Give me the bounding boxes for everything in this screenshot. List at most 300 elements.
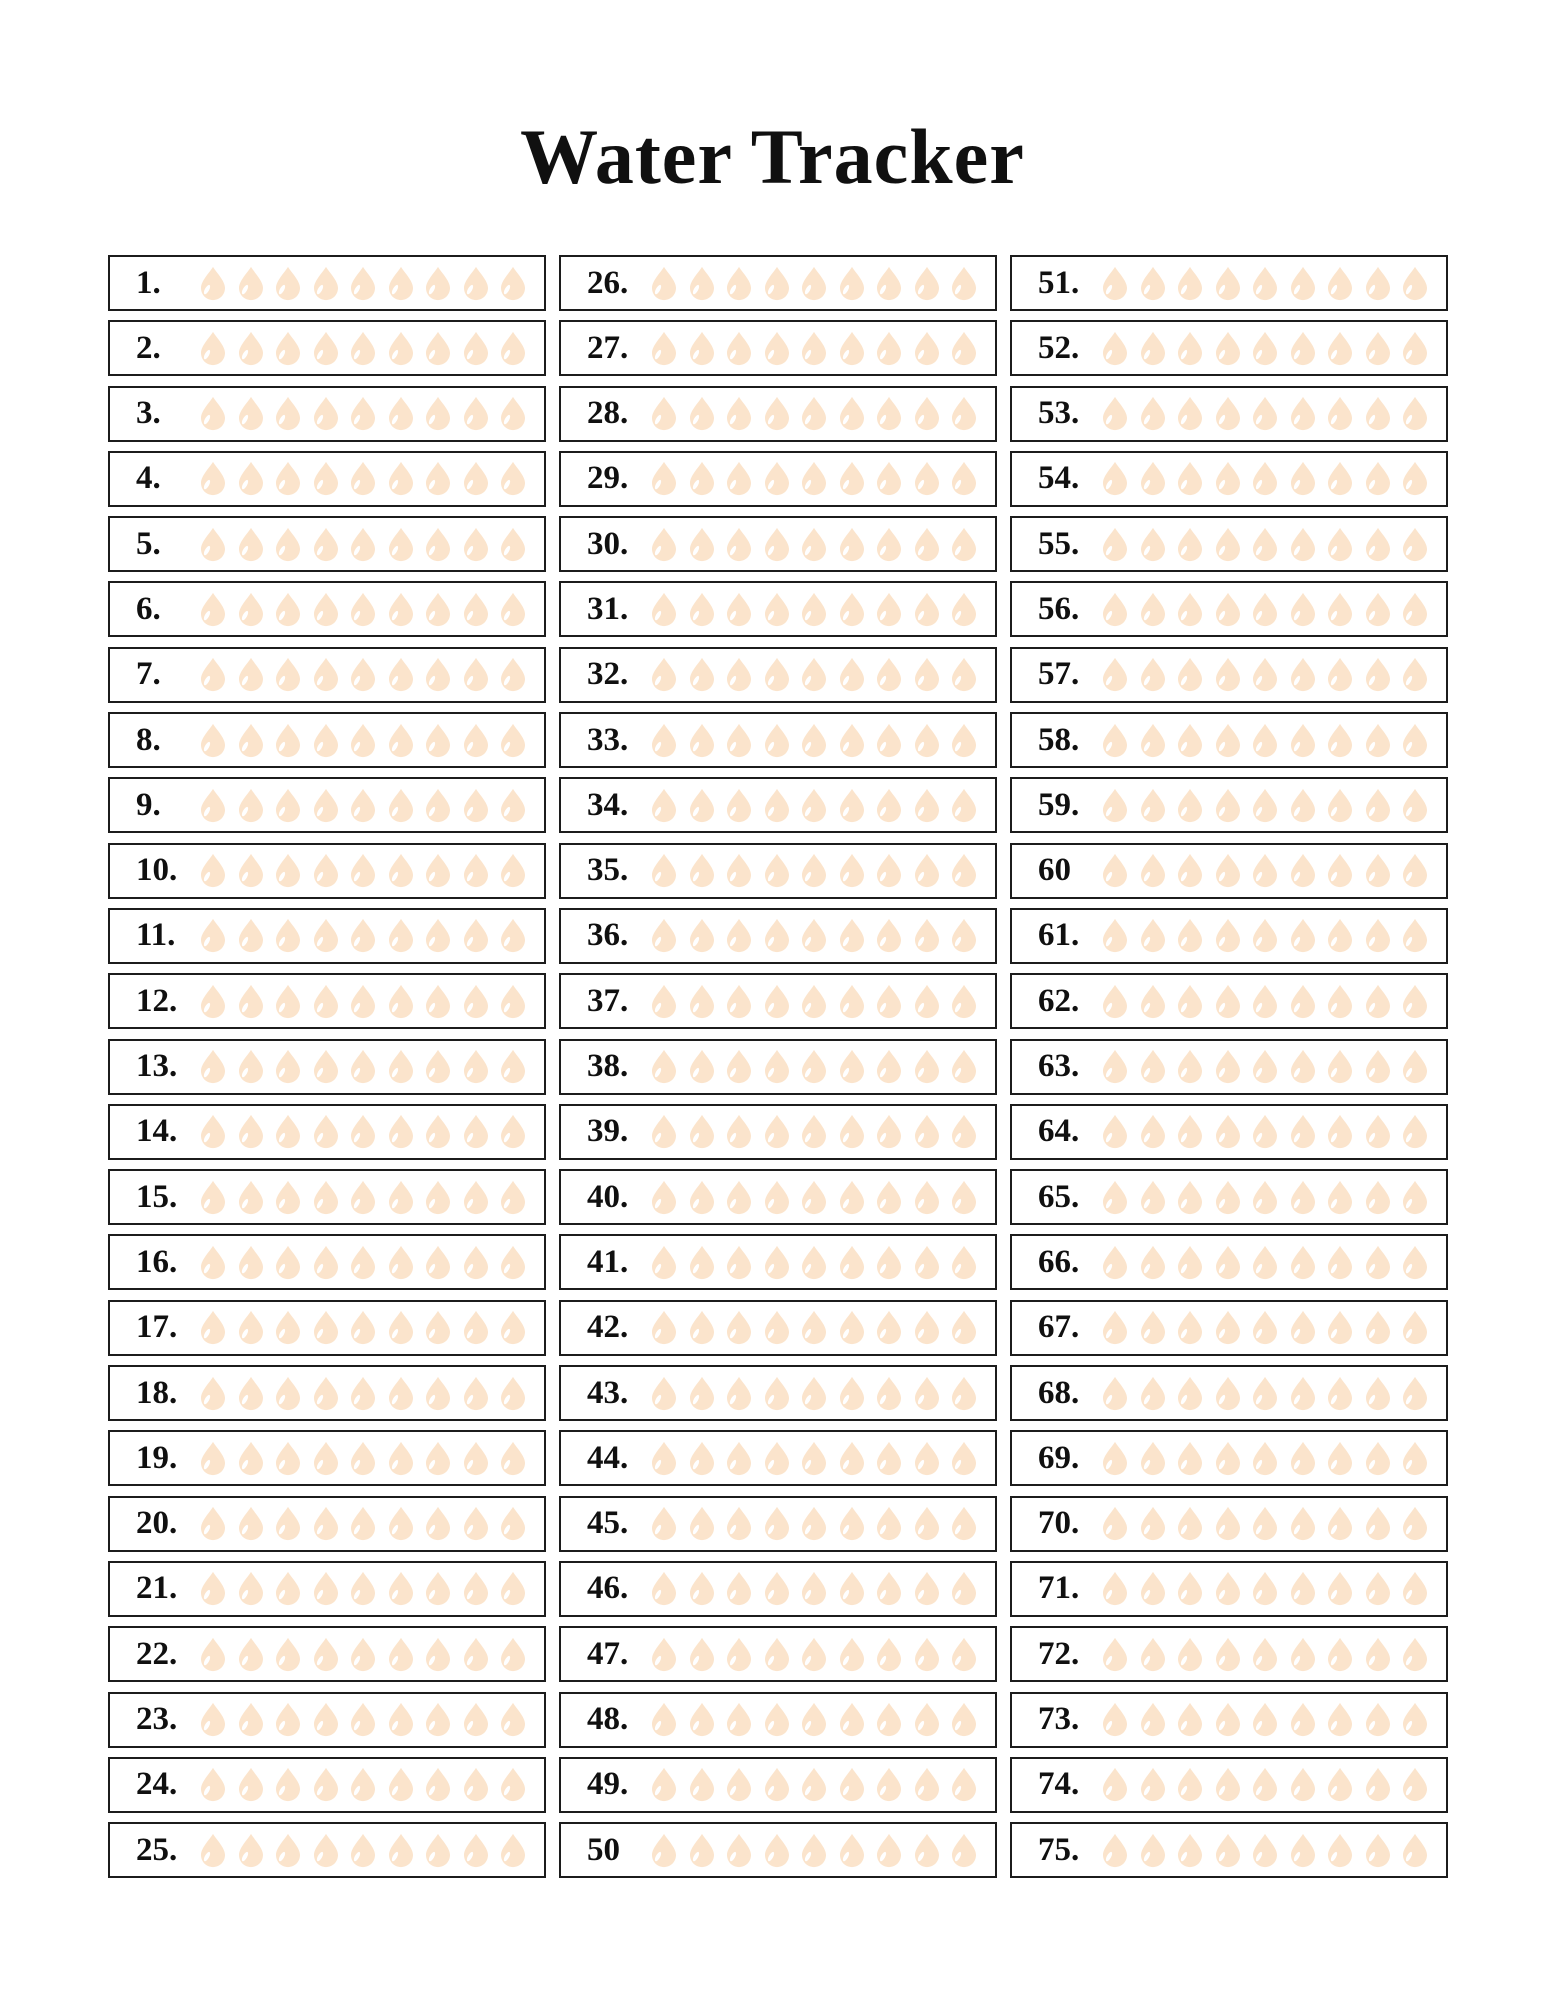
water-drop-icon[interactable] (874, 266, 904, 301)
water-drop-icon[interactable] (762, 1702, 792, 1737)
water-drop-icon[interactable] (1175, 1049, 1205, 1084)
water-drop-icon[interactable] (311, 331, 341, 366)
water-drop-icon[interactable] (273, 723, 303, 758)
water-drop-icon[interactable] (1363, 592, 1393, 627)
water-drop-icon[interactable] (1138, 1637, 1168, 1672)
water-drop-icon[interactable] (1288, 396, 1318, 431)
water-drop-icon[interactable] (1213, 1376, 1243, 1411)
water-drop-icon[interactable] (498, 396, 528, 431)
water-drop-icon[interactable] (1250, 1702, 1280, 1737)
water-drop-icon[interactable] (912, 1571, 942, 1606)
water-drop-icon[interactable] (236, 1702, 266, 1737)
water-drop-icon[interactable] (198, 1376, 228, 1411)
water-drop-icon[interactable] (198, 1637, 228, 1672)
water-drop-icon[interactable] (198, 657, 228, 692)
water-drop-icon[interactable] (799, 1833, 829, 1868)
water-drop-icon[interactable] (1288, 527, 1318, 562)
water-drop-icon[interactable] (386, 1310, 416, 1345)
water-drop-icon[interactable] (311, 984, 341, 1019)
water-drop-icon[interactable] (1250, 592, 1280, 627)
water-drop-icon[interactable] (1325, 1506, 1355, 1541)
water-drop-icon[interactable] (423, 1114, 453, 1149)
water-drop-icon[interactable] (1175, 1310, 1205, 1345)
water-drop-icon[interactable] (1138, 1114, 1168, 1149)
water-drop-icon[interactable] (1213, 1114, 1243, 1149)
water-drop-icon[interactable] (949, 266, 979, 301)
water-drop-icon[interactable] (1363, 461, 1393, 496)
water-drop-icon[interactable] (912, 657, 942, 692)
water-drop-icon[interactable] (837, 788, 867, 823)
water-drop-icon[interactable] (1250, 461, 1280, 496)
water-drop-icon[interactable] (273, 1376, 303, 1411)
water-drop-icon[interactable] (649, 1376, 679, 1411)
water-drop-icon[interactable] (461, 918, 491, 953)
water-drop-icon[interactable] (724, 1702, 754, 1737)
water-drop-icon[interactable] (949, 788, 979, 823)
water-drop-icon[interactable] (724, 1441, 754, 1476)
water-drop-icon[interactable] (649, 1310, 679, 1345)
water-drop-icon[interactable] (649, 1702, 679, 1737)
water-drop-icon[interactable] (1363, 853, 1393, 888)
water-drop-icon[interactable] (1100, 331, 1130, 366)
water-drop-icon[interactable] (1250, 1114, 1280, 1149)
water-drop-icon[interactable] (461, 461, 491, 496)
water-drop-icon[interactable] (949, 1571, 979, 1606)
water-drop-icon[interactable] (1175, 984, 1205, 1019)
water-drop-icon[interactable] (423, 1441, 453, 1476)
water-drop-icon[interactable] (461, 1767, 491, 1802)
water-drop-icon[interactable] (724, 331, 754, 366)
water-drop-icon[interactable] (1325, 788, 1355, 823)
water-drop-icon[interactable] (1175, 527, 1205, 562)
water-drop-icon[interactable] (1213, 396, 1243, 431)
water-drop-icon[interactable] (762, 1180, 792, 1215)
water-drop-icon[interactable] (311, 1702, 341, 1737)
water-drop-icon[interactable] (1325, 984, 1355, 1019)
water-drop-icon[interactable] (912, 1180, 942, 1215)
water-drop-icon[interactable] (273, 396, 303, 431)
water-drop-icon[interactable] (1400, 1571, 1430, 1606)
water-drop-icon[interactable] (724, 461, 754, 496)
water-drop-icon[interactable] (386, 1637, 416, 1672)
water-drop-icon[interactable] (348, 788, 378, 823)
water-drop-icon[interactable] (423, 592, 453, 627)
water-drop-icon[interactable] (912, 723, 942, 758)
water-drop-icon[interactable] (687, 1637, 717, 1672)
water-drop-icon[interactable] (1250, 984, 1280, 1019)
water-drop-icon[interactable] (799, 788, 829, 823)
water-drop-icon[interactable] (762, 527, 792, 562)
water-drop-icon[interactable] (1100, 1310, 1130, 1345)
water-drop-icon[interactable] (1138, 266, 1168, 301)
water-drop-icon[interactable] (1138, 1441, 1168, 1476)
water-drop-icon[interactable] (1213, 1506, 1243, 1541)
water-drop-icon[interactable] (498, 1049, 528, 1084)
water-drop-icon[interactable] (498, 1180, 528, 1215)
water-drop-icon[interactable] (461, 657, 491, 692)
water-drop-icon[interactable] (687, 918, 717, 953)
water-drop-icon[interactable] (461, 266, 491, 301)
water-drop-icon[interactable] (724, 1114, 754, 1149)
water-drop-icon[interactable] (837, 853, 867, 888)
water-drop-icon[interactable] (762, 1637, 792, 1672)
water-drop-icon[interactable] (273, 984, 303, 1019)
water-drop-icon[interactable] (423, 1245, 453, 1280)
water-drop-icon[interactable] (1213, 853, 1243, 888)
water-drop-icon[interactable] (1175, 1767, 1205, 1802)
water-drop-icon[interactable] (461, 1506, 491, 1541)
water-drop-icon[interactable] (1400, 1833, 1430, 1868)
water-drop-icon[interactable] (1250, 1310, 1280, 1345)
water-drop-icon[interactable] (687, 1310, 717, 1345)
water-drop-icon[interactable] (1288, 331, 1318, 366)
water-drop-icon[interactable] (762, 918, 792, 953)
water-drop-icon[interactable] (799, 1571, 829, 1606)
water-drop-icon[interactable] (1138, 853, 1168, 888)
water-drop-icon[interactable] (311, 1767, 341, 1802)
water-drop-icon[interactable] (198, 1245, 228, 1280)
water-drop-icon[interactable] (461, 1114, 491, 1149)
water-drop-icon[interactable] (1100, 592, 1130, 627)
water-drop-icon[interactable] (1363, 723, 1393, 758)
water-drop-icon[interactable] (799, 331, 829, 366)
water-drop-icon[interactable] (1250, 723, 1280, 758)
water-drop-icon[interactable] (874, 1114, 904, 1149)
water-drop-icon[interactable] (498, 918, 528, 953)
water-drop-icon[interactable] (386, 592, 416, 627)
water-drop-icon[interactable] (311, 592, 341, 627)
water-drop-icon[interactable] (912, 396, 942, 431)
water-drop-icon[interactable] (724, 1310, 754, 1345)
water-drop-icon[interactable] (837, 527, 867, 562)
water-drop-icon[interactable] (799, 1180, 829, 1215)
water-drop-icon[interactable] (348, 853, 378, 888)
water-drop-icon[interactable] (198, 853, 228, 888)
water-drop-icon[interactable] (1100, 788, 1130, 823)
water-drop-icon[interactable] (386, 984, 416, 1019)
water-drop-icon[interactable] (498, 1637, 528, 1672)
water-drop-icon[interactable] (1363, 1702, 1393, 1737)
water-drop-icon[interactable] (1363, 1180, 1393, 1215)
water-drop-icon[interactable] (724, 396, 754, 431)
water-drop-icon[interactable] (912, 527, 942, 562)
water-drop-icon[interactable] (1138, 1245, 1168, 1280)
water-drop-icon[interactable] (1325, 1833, 1355, 1868)
water-drop-icon[interactable] (1250, 527, 1280, 562)
water-drop-icon[interactable] (687, 1506, 717, 1541)
water-drop-icon[interactable] (1325, 461, 1355, 496)
water-drop-icon[interactable] (348, 266, 378, 301)
water-drop-icon[interactable] (687, 592, 717, 627)
water-drop-icon[interactable] (1138, 1767, 1168, 1802)
water-drop-icon[interactable] (1400, 723, 1430, 758)
water-drop-icon[interactable] (461, 1833, 491, 1868)
water-drop-icon[interactable] (874, 1310, 904, 1345)
water-drop-icon[interactable] (348, 592, 378, 627)
water-drop-icon[interactable] (198, 1767, 228, 1802)
water-drop-icon[interactable] (762, 1310, 792, 1345)
water-drop-icon[interactable] (1175, 461, 1205, 496)
water-drop-icon[interactable] (762, 657, 792, 692)
water-drop-icon[interactable] (198, 1571, 228, 1606)
water-drop-icon[interactable] (348, 1637, 378, 1672)
water-drop-icon[interactable] (799, 984, 829, 1019)
water-drop-icon[interactable] (198, 788, 228, 823)
water-drop-icon[interactable] (837, 1114, 867, 1149)
water-drop-icon[interactable] (1250, 1180, 1280, 1215)
water-drop-icon[interactable] (649, 1833, 679, 1868)
water-drop-icon[interactable] (198, 1114, 228, 1149)
water-drop-icon[interactable] (649, 396, 679, 431)
water-drop-icon[interactable] (687, 853, 717, 888)
water-drop-icon[interactable] (1288, 1441, 1318, 1476)
water-drop-icon[interactable] (949, 1441, 979, 1476)
water-drop-icon[interactable] (912, 1049, 942, 1084)
water-drop-icon[interactable] (1213, 1767, 1243, 1802)
water-drop-icon[interactable] (1250, 657, 1280, 692)
water-drop-icon[interactable] (348, 1114, 378, 1149)
water-drop-icon[interactable] (874, 1833, 904, 1868)
water-drop-icon[interactable] (198, 527, 228, 562)
water-drop-icon[interactable] (236, 788, 266, 823)
water-drop-icon[interactable] (1250, 788, 1280, 823)
water-drop-icon[interactable] (1288, 1049, 1318, 1084)
water-drop-icon[interactable] (348, 1767, 378, 1802)
water-drop-icon[interactable] (311, 1310, 341, 1345)
water-drop-icon[interactable] (1288, 266, 1318, 301)
water-drop-icon[interactable] (498, 1702, 528, 1737)
water-drop-icon[interactable] (423, 1376, 453, 1411)
water-drop-icon[interactable] (799, 592, 829, 627)
water-drop-icon[interactable] (912, 331, 942, 366)
water-drop-icon[interactable] (236, 396, 266, 431)
water-drop-icon[interactable] (1288, 1506, 1318, 1541)
water-drop-icon[interactable] (1325, 527, 1355, 562)
water-drop-icon[interactable] (386, 1506, 416, 1541)
water-drop-icon[interactable] (273, 331, 303, 366)
water-drop-icon[interactable] (423, 1310, 453, 1345)
water-drop-icon[interactable] (1100, 1376, 1130, 1411)
water-drop-icon[interactable] (1175, 1114, 1205, 1149)
water-drop-icon[interactable] (311, 853, 341, 888)
water-drop-icon[interactable] (498, 266, 528, 301)
water-drop-icon[interactable] (724, 1637, 754, 1672)
water-drop-icon[interactable] (1138, 592, 1168, 627)
water-drop-icon[interactable] (837, 1571, 867, 1606)
water-drop-icon[interactable] (273, 788, 303, 823)
water-drop-icon[interactable] (236, 1441, 266, 1476)
water-drop-icon[interactable] (348, 918, 378, 953)
water-drop-icon[interactable] (724, 657, 754, 692)
water-drop-icon[interactable] (762, 331, 792, 366)
water-drop-icon[interactable] (1363, 788, 1393, 823)
water-drop-icon[interactable] (1400, 266, 1430, 301)
water-drop-icon[interactable] (724, 266, 754, 301)
water-drop-icon[interactable] (498, 1441, 528, 1476)
water-drop-icon[interactable] (649, 461, 679, 496)
water-drop-icon[interactable] (949, 1833, 979, 1868)
water-drop-icon[interactable] (1175, 1245, 1205, 1280)
water-drop-icon[interactable] (874, 396, 904, 431)
water-drop-icon[interactable] (1288, 984, 1318, 1019)
water-drop-icon[interactable] (724, 1767, 754, 1802)
water-drop-icon[interactable] (837, 461, 867, 496)
water-drop-icon[interactable] (874, 1702, 904, 1737)
water-drop-icon[interactable] (423, 657, 453, 692)
water-drop-icon[interactable] (386, 1245, 416, 1280)
water-drop-icon[interactable] (724, 1376, 754, 1411)
water-drop-icon[interactable] (1100, 1114, 1130, 1149)
water-drop-icon[interactable] (649, 1441, 679, 1476)
water-drop-icon[interactable] (386, 1049, 416, 1084)
water-drop-icon[interactable] (1213, 657, 1243, 692)
water-drop-icon[interactable] (912, 592, 942, 627)
water-drop-icon[interactable] (1363, 918, 1393, 953)
water-drop-icon[interactable] (1100, 461, 1130, 496)
water-drop-icon[interactable] (1400, 461, 1430, 496)
water-drop-icon[interactable] (724, 1506, 754, 1541)
water-drop-icon[interactable] (1138, 396, 1168, 431)
water-drop-icon[interactable] (1100, 396, 1130, 431)
water-drop-icon[interactable] (1213, 266, 1243, 301)
water-drop-icon[interactable] (273, 1506, 303, 1541)
water-drop-icon[interactable] (1100, 723, 1130, 758)
water-drop-icon[interactable] (762, 1571, 792, 1606)
water-drop-icon[interactable] (498, 984, 528, 1019)
water-drop-icon[interactable] (1288, 657, 1318, 692)
water-drop-icon[interactable] (423, 984, 453, 1019)
water-drop-icon[interactable] (874, 1441, 904, 1476)
water-drop-icon[interactable] (386, 1114, 416, 1149)
water-drop-icon[interactable] (912, 1310, 942, 1345)
water-drop-icon[interactable] (498, 853, 528, 888)
water-drop-icon[interactable] (461, 1702, 491, 1737)
water-drop-icon[interactable] (498, 1310, 528, 1345)
water-drop-icon[interactable] (1288, 1637, 1318, 1672)
water-drop-icon[interactable] (461, 1376, 491, 1411)
water-drop-icon[interactable] (198, 461, 228, 496)
water-drop-icon[interactable] (461, 723, 491, 758)
water-drop-icon[interactable] (949, 1180, 979, 1215)
water-drop-icon[interactable] (649, 266, 679, 301)
water-drop-icon[interactable] (1325, 1702, 1355, 1737)
water-drop-icon[interactable] (236, 1571, 266, 1606)
water-drop-icon[interactable] (311, 461, 341, 496)
water-drop-icon[interactable] (687, 788, 717, 823)
water-drop-icon[interactable] (1138, 723, 1168, 758)
water-drop-icon[interactable] (949, 1376, 979, 1411)
water-drop-icon[interactable] (874, 1180, 904, 1215)
water-drop-icon[interactable] (1213, 788, 1243, 823)
water-drop-icon[interactable] (1213, 592, 1243, 627)
water-drop-icon[interactable] (799, 1310, 829, 1345)
water-drop-icon[interactable] (273, 461, 303, 496)
water-drop-icon[interactable] (1363, 1245, 1393, 1280)
water-drop-icon[interactable] (687, 1702, 717, 1737)
water-drop-icon[interactable] (1288, 1310, 1318, 1345)
water-drop-icon[interactable] (874, 1571, 904, 1606)
water-drop-icon[interactable] (1363, 1114, 1393, 1149)
water-drop-icon[interactable] (1363, 527, 1393, 562)
water-drop-icon[interactable] (348, 1245, 378, 1280)
water-drop-icon[interactable] (386, 1702, 416, 1737)
water-drop-icon[interactable] (1175, 396, 1205, 431)
water-drop-icon[interactable] (348, 1049, 378, 1084)
water-drop-icon[interactable] (874, 1245, 904, 1280)
water-drop-icon[interactable] (1213, 1833, 1243, 1868)
water-drop-icon[interactable] (311, 1833, 341, 1868)
water-drop-icon[interactable] (912, 1245, 942, 1280)
water-drop-icon[interactable] (837, 1637, 867, 1672)
water-drop-icon[interactable] (498, 1114, 528, 1149)
water-drop-icon[interactable] (423, 918, 453, 953)
water-drop-icon[interactable] (1288, 1180, 1318, 1215)
water-drop-icon[interactable] (423, 1571, 453, 1606)
water-drop-icon[interactable] (1400, 657, 1430, 692)
water-drop-icon[interactable] (1363, 1049, 1393, 1084)
water-drop-icon[interactable] (837, 1506, 867, 1541)
water-drop-icon[interactable] (386, 461, 416, 496)
water-drop-icon[interactable] (498, 1376, 528, 1411)
water-drop-icon[interactable] (386, 853, 416, 888)
water-drop-icon[interactable] (311, 527, 341, 562)
water-drop-icon[interactable] (198, 331, 228, 366)
water-drop-icon[interactable] (198, 1506, 228, 1541)
water-drop-icon[interactable] (198, 1702, 228, 1737)
water-drop-icon[interactable] (386, 1833, 416, 1868)
water-drop-icon[interactable] (273, 266, 303, 301)
water-drop-icon[interactable] (1100, 1441, 1130, 1476)
water-drop-icon[interactable] (311, 396, 341, 431)
water-drop-icon[interactable] (1100, 984, 1130, 1019)
water-drop-icon[interactable] (1363, 1571, 1393, 1606)
water-drop-icon[interactable] (1363, 396, 1393, 431)
water-drop-icon[interactable] (1400, 1637, 1430, 1672)
water-drop-icon[interactable] (1363, 1637, 1393, 1672)
water-drop-icon[interactable] (912, 461, 942, 496)
water-drop-icon[interactable] (799, 1506, 829, 1541)
water-drop-icon[interactable] (236, 723, 266, 758)
water-drop-icon[interactable] (236, 266, 266, 301)
water-drop-icon[interactable] (498, 788, 528, 823)
water-drop-icon[interactable] (236, 1049, 266, 1084)
water-drop-icon[interactable] (949, 918, 979, 953)
water-drop-icon[interactable] (949, 1310, 979, 1345)
water-drop-icon[interactable] (348, 657, 378, 692)
water-drop-icon[interactable] (1400, 788, 1430, 823)
water-drop-icon[interactable] (348, 1376, 378, 1411)
water-drop-icon[interactable] (687, 461, 717, 496)
water-drop-icon[interactable] (311, 657, 341, 692)
water-drop-icon[interactable] (837, 266, 867, 301)
water-drop-icon[interactable] (1250, 1637, 1280, 1672)
water-drop-icon[interactable] (311, 1376, 341, 1411)
water-drop-icon[interactable] (799, 1114, 829, 1149)
water-drop-icon[interactable] (1100, 1049, 1130, 1084)
water-drop-icon[interactable] (1400, 1114, 1430, 1149)
water-drop-icon[interactable] (423, 461, 453, 496)
water-drop-icon[interactable] (311, 1637, 341, 1672)
water-drop-icon[interactable] (1288, 461, 1318, 496)
water-drop-icon[interactable] (837, 1833, 867, 1868)
water-drop-icon[interactable] (498, 527, 528, 562)
water-drop-icon[interactable] (649, 1180, 679, 1215)
water-drop-icon[interactable] (1100, 1245, 1130, 1280)
water-drop-icon[interactable] (1288, 1702, 1318, 1737)
water-drop-icon[interactable] (311, 1571, 341, 1606)
water-drop-icon[interactable] (1325, 918, 1355, 953)
water-drop-icon[interactable] (1325, 266, 1355, 301)
